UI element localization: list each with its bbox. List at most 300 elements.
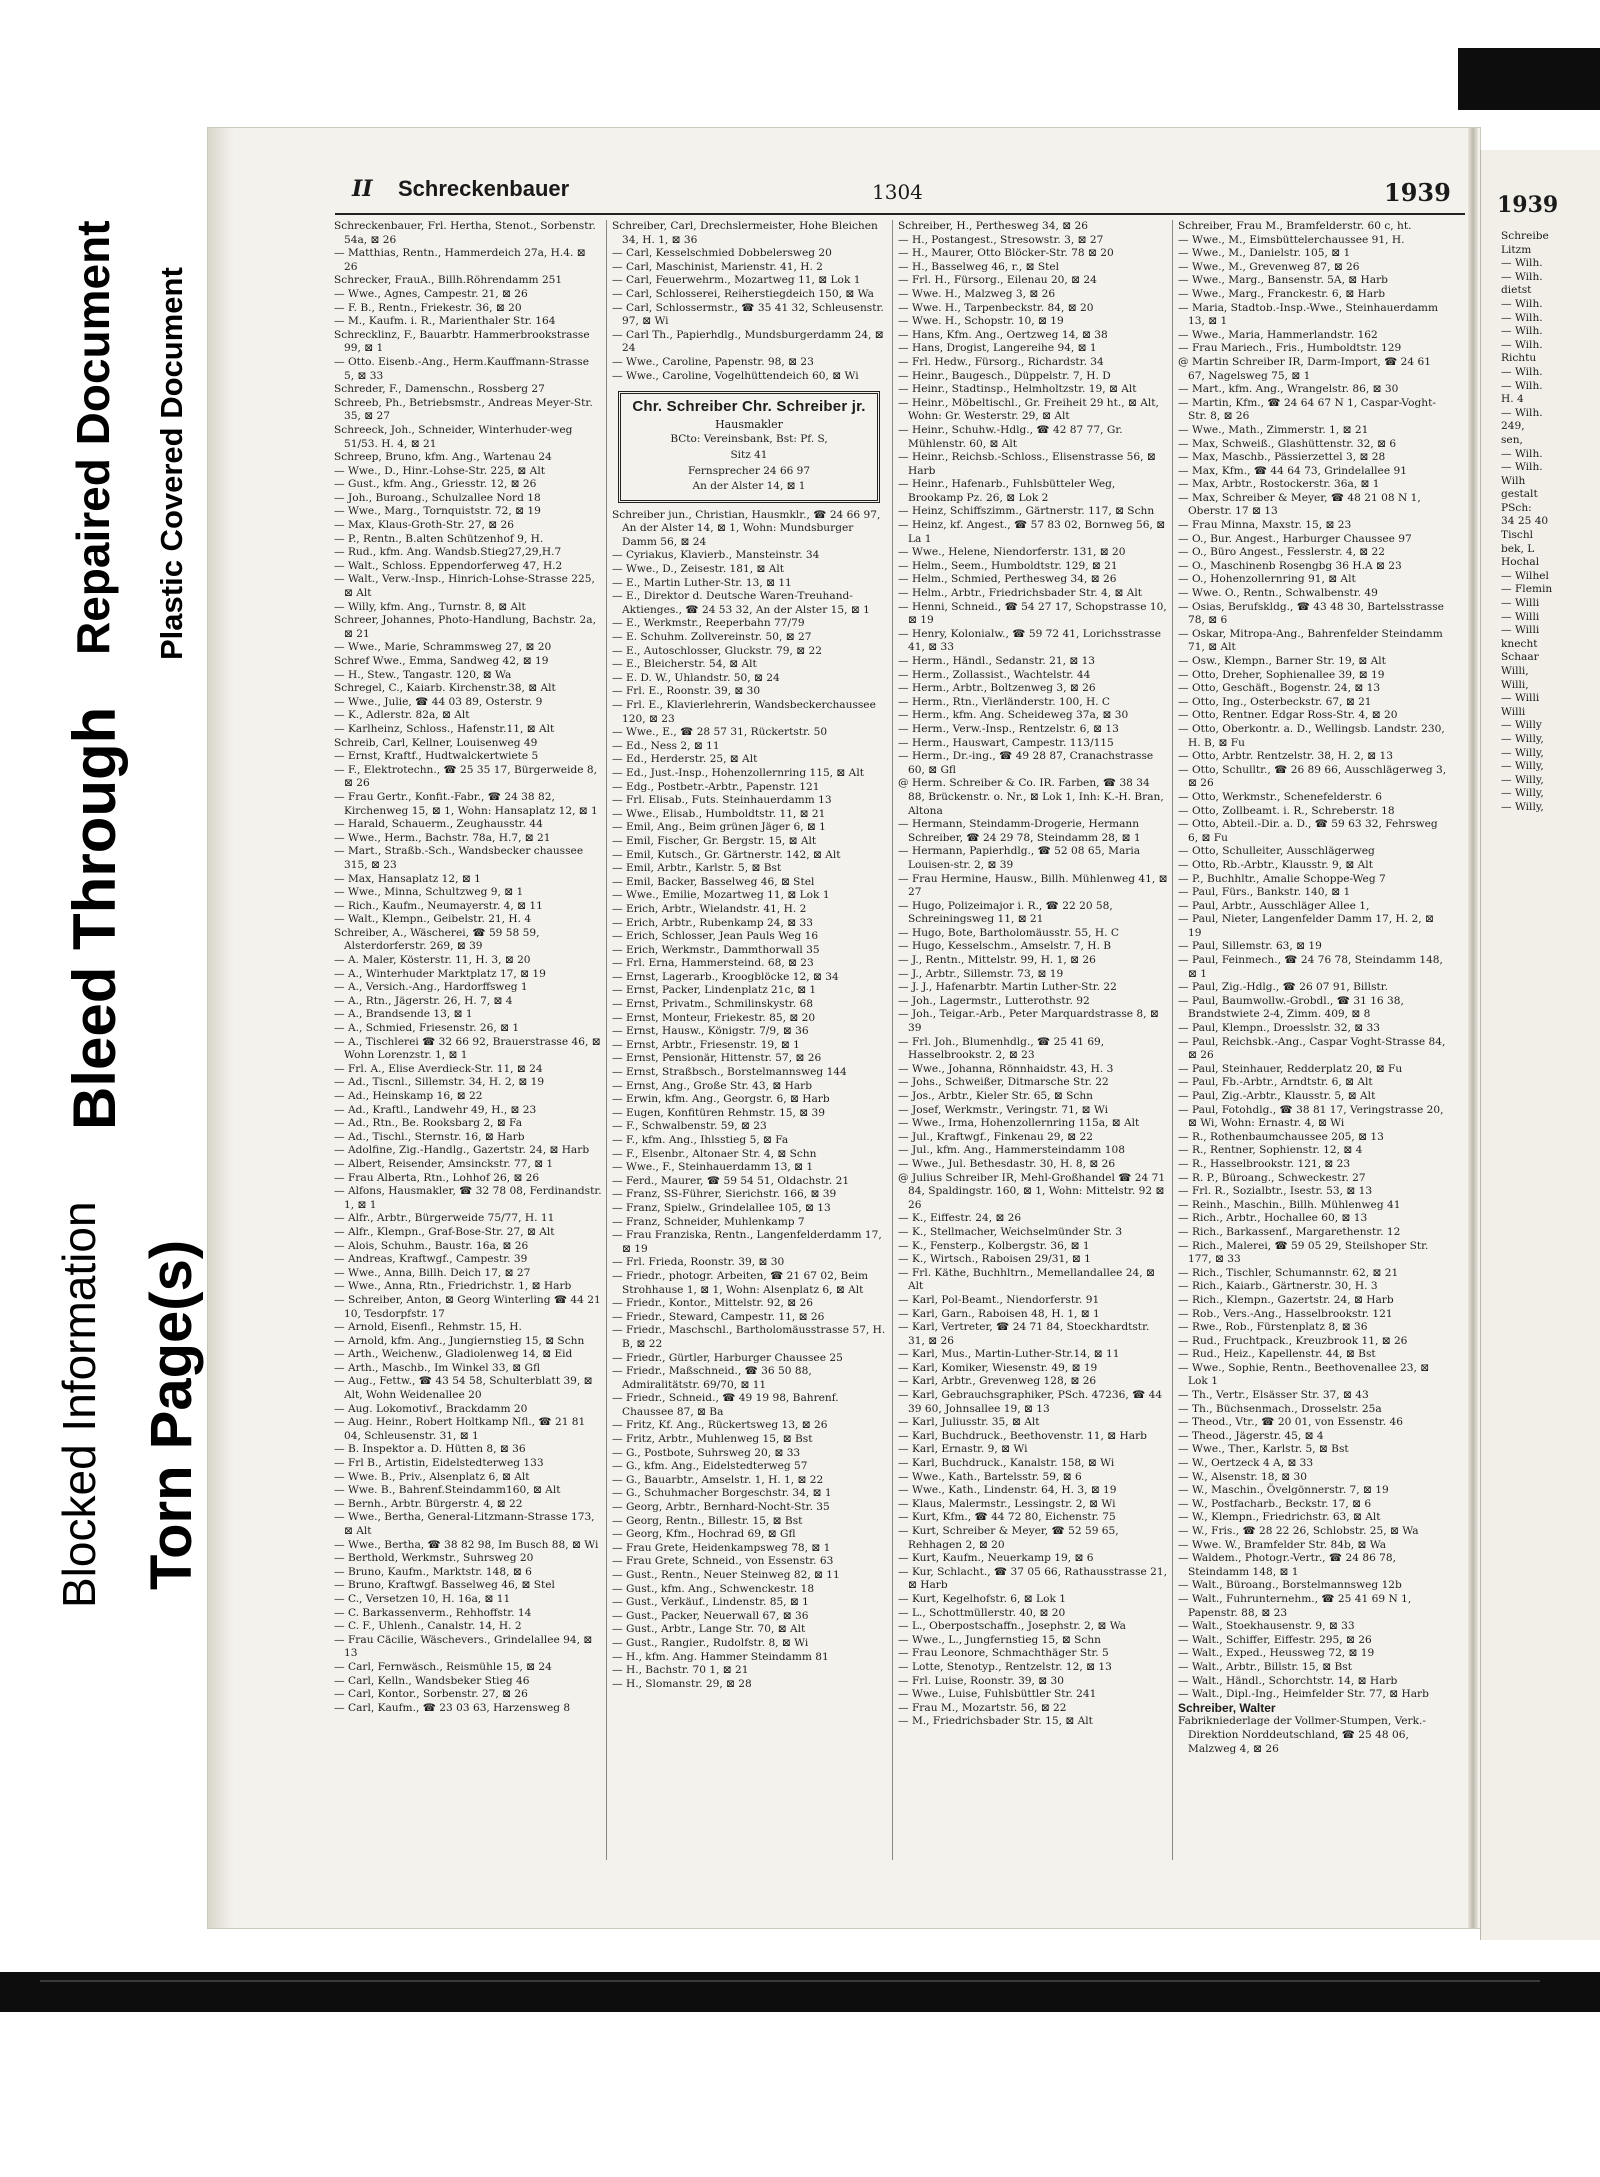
directory-entry: — Franz, SS-Führer, Sierichstr. 166, ⊠ 39 (612, 1188, 837, 1201)
directory-entry: — Klaus, Malermstr., Lessingstr. 2, ⊠ Wi (898, 1497, 1116, 1510)
directory-entry: — Paul, Fürs., Bankstr. 140, ⊠ 1 (1178, 886, 1351, 899)
directory-entry: — Erich, Arbtr., Wielandstr. 41, H. 2 (612, 902, 807, 915)
directory-column-1 (334, 220, 602, 1880)
directory-entry: — Ernst, Hausw., Königstr. 7/9, ⊠ 36 (612, 1025, 809, 1038)
directory-entry: — Martin, Kfm., ☎ 24 64 67 N 1, Caspar-Voght-Str. 8, ⊠ 26 (1178, 396, 1436, 423)
directory-entry: Schreiber, H., Perthesweg 34, ⊠ 26 (898, 220, 1088, 232)
adjacent-page-line: — Willi (1501, 692, 1540, 705)
directory-entry: — H., Slomanstr. 29, ⊠ 28 (612, 1677, 752, 1690)
directory-entry: — Ed., Herderstr. 25, ⊠ Alt (612, 753, 758, 766)
directory-entry: — Walt., Exped., Heussweg 72, ⊠ 19 (1178, 1647, 1375, 1660)
directory-entry: — K., Adlerstr. 82a, ⊠ Alt (334, 709, 470, 722)
directory-entry: — Emil, Arbtr., Karlstr. 5, ⊠ Bst (612, 862, 782, 875)
adjacent-page-line: — Willi (1501, 624, 1540, 637)
column-divider (1172, 220, 1173, 1860)
directory-entry: — Max, Schreiber & Meyer, ☎ 48 21 08 N 1, Oberstr. 17 ⊠ 13 (1178, 491, 1421, 518)
directory-entry: — Hans, Drogist, Langereihe 94, ⊠ 1 (898, 342, 1097, 355)
header-name: Schreckenbauer (398, 176, 570, 201)
label-plastic-covered: Plastic Covered Document (154, 267, 189, 660)
label-repaired-document: Repaired Document (67, 220, 119, 655)
directory-entry: — Wwe., M., Danielstr. 105, ⊠ 1 (1178, 247, 1351, 260)
directory-entry: — Heinr., Hafenarb., Fuhlsbütteler Weg, Brookamp Pz. 26, ⊠ Lok 2 (898, 478, 1116, 504)
directory-entry: — Fritz, Arbtr., Muhlenweg 15, ⊠ Bst (612, 1433, 813, 1446)
directory-entry: — Karl, Arbtr., Grevenweg 128, ⊠ 26 (898, 1375, 1097, 1388)
directory-entry: — Alfons, Hausmakler, ☎ 32 78 08, Ferdinandstr. 1, ⊠ 1 (334, 1185, 602, 1211)
directory-entry: — Frl. R., Sozialbtr., Isestr. 53, ⊠ 13 (1178, 1185, 1373, 1198)
directory-entry: Schreeck, Joh., Schneider, Winterhuder-weg 51/53. H. 4, ⊠ 21 (334, 423, 573, 450)
directory-entry: — Ernst, Lagerarb., Kroogblöcke 12, ⊠ 34 (612, 970, 839, 983)
directory-entry: — Erwin, kfm. Ang., Georgstr. 6, ⊠ Harb (612, 1093, 830, 1106)
directory-entry: — Ernst, Privatm., Schmilinskystr. 68 (612, 998, 813, 1011)
directory-entry: — G., Postbote, Suhrsweg 20, ⊠ 33 (612, 1446, 801, 1459)
ad-phone: Fernsprecher 24 66 97 (687, 464, 811, 477)
directory-entry: — Carl, Schlosserei, Reiherstiegdeich 150, ⊠ Wa (612, 287, 874, 300)
directory-entry: — Otto. Eisenb.-Ang., Herm.Kauffmann-Strasse 5, ⊠ 33 (334, 355, 590, 382)
directory-entry: — Erich, Arbtr., Rubenkamp 24, ⊠ 33 (612, 916, 813, 929)
directory-entry: — Walt., Händl., Schorchtstr. 14, ⊠ Harb (1178, 1674, 1398, 1687)
directory-entry: — Otto, Geschäft., Bogenstr. 24, ⊠ 13 (1178, 682, 1381, 695)
directory-entry: — Theod., Jägerstr. 45, ⊠ 4 (1178, 1429, 1324, 1442)
directory-entry: — Wwe., Bertha, General-Litzmann-Strasse 173, ⊠ Alt (334, 1511, 595, 1537)
adjacent-page-line: — Wilh. (1501, 461, 1543, 474)
directory-entry: — Ernst, Straßbsch., Borstelmannsweg 144 (612, 1066, 847, 1079)
directory-entry: — Emil, Ang., Beim grünen Jäger 6, ⊠ 1 (612, 821, 826, 834)
directory-entry: — Frl. Luise, Roonstr. 39, ⊠ 30 (898, 1674, 1065, 1687)
directory-entry: — H., Bachstr. 70 1, ⊠ 21 (612, 1664, 749, 1677)
ad-address: An der Alster 14, ⊠ 1 (692, 480, 806, 493)
adjacent-page-line: — Willy, (1501, 773, 1544, 786)
directory-entry: — Hugo, Bote, Bartholomäusstr. 55, H. C (898, 926, 1119, 939)
directory-entry: — Frl. Frieda, Roonstr. 39, ⊠ 30 (612, 1256, 785, 1269)
directory-entry: — F., Schwalbenstr. 59, ⊠ 23 (612, 1120, 767, 1133)
directory-entry: — Aug. Lokomotivf., Brackdamm 20 (334, 1402, 528, 1415)
directory-entry: Fabrikniederlage der Vollmer-Stumpen, Verk.-Direktion Norddeutschland, ☎ 25 48 06, Malzweg 4, ⊠ 26 (1178, 1715, 1426, 1755)
directory-entry: — Rob., Vers.-Ang., Hasselbrookstr. 121 (1178, 1307, 1393, 1320)
directory-entry: — Johs., Schweißer, Ditmarsche Str. 22 (898, 1076, 1109, 1089)
directory-entry: Schreiber, Frau M., Bramfelderstr. 60 c, ht. (1178, 220, 1412, 232)
directory-entry: — Oskar, Mitropa-Ang., Bahrenfelder Steindamm 71, ⊠ Alt (1178, 627, 1443, 654)
directory-entry: — Joh., Teigar.-Arb., Peter Marquardstrasse 8, ⊠ 39 (898, 1008, 1159, 1035)
directory-entry: — Karl, Pol-Beamt., Niendorferstr. 91 (898, 1293, 1100, 1306)
directory-entry: — Friedr., Kontor., Mittelstr. 92, ⊠ 26 (612, 1297, 813, 1310)
directory-entry: — A. Maler, Kösterstr. 11, H. 3, ⊠ 20 (334, 954, 531, 967)
directory-entry: — Ernst, Ang., Große Str. 43, ⊠ Harb (612, 1079, 812, 1092)
directory-entry: — Arth., Maschb., Im Winkel 33, ⊠ Gfl (334, 1361, 541, 1374)
adjacent-page-line: — Wilh. (1501, 447, 1543, 460)
adjacent-page-fragments (1501, 230, 1600, 815)
adjacent-page-line: Willi, (1501, 665, 1529, 677)
directory-entry: — K., Stellmacher, Weichselmünder Str. 3 (898, 1225, 1123, 1238)
directory-entry: — Maria, Stadtob.-Insp.-Wwe., Steinhauerdamm 13, ⊠ 1 (1178, 301, 1439, 328)
directory-entry: — Wwe. O., Rentn., Schwalbenstr. 49 (1178, 587, 1378, 600)
directory-entry: — Frl. H., Fürsorg., Eilenau 20, ⊠ 24 (898, 274, 1097, 287)
directory-entry: — Carl, Maschinist, Marienstr. 41, H. 2 (612, 260, 823, 273)
directory-entry: — Otto, Dreher, Sophienallee 39, ⊠ 19 (1178, 668, 1385, 681)
directory-entry: — Herm., Händl., Sedanstr. 21, ⊠ 13 (898, 655, 1096, 667)
directory-entry: — R., Hasselbrookstr. 121, ⊠ 23 (1178, 1157, 1351, 1170)
directory-entry: — Friedr., Maßschneid., ☎ 36 50 88, Admiralitätstr. 69/70, ⊠ 11 (612, 1365, 812, 1391)
adjacent-page-line: gestalt (1501, 488, 1538, 501)
label-blocked-information: Blocked Information (53, 1201, 105, 1608)
directory-entry: — Bruno, Kaufm., Marktstr. 148, ⊠ 6 (334, 1565, 532, 1578)
directory-entry: — Franz, Spielw., Grindelallee 105, ⊠ 13 (612, 1201, 831, 1214)
directory-entry: — G., Schuhmacher Borgeschstr. 34, ⊠ 1 (612, 1487, 832, 1500)
directory-entry: — Wwe., Julie, ☎ 44 03 89, Osterstr. 9 (334, 695, 543, 708)
directory-entry: — Wwe., Bertha, ☎ 38 82 98, Im Busch 88, ⊠ Wi (334, 1538, 599, 1551)
adjacent-page-line: — Wilh. (1501, 406, 1543, 419)
directory-entry: — Otto, Rentner. Edgar Ross-Str. 4, ⊠ 20 (1178, 709, 1398, 722)
directory-entry: @ Herm. Schreiber & Co. IR. Farben, ☎ 38 34 88, Brückenstr. o. Nr., ⊠ Lok 1, Inh: K.-H. Bran, Altona (898, 777, 1164, 817)
directory-entry: — Eugen, Konfitüren Rehmstr. 15, ⊠ 39 (612, 1106, 826, 1119)
directory-entry: — E. Schuhm. Zollvereinstr. 50, ⊠ 27 (612, 631, 812, 644)
directory-entry: — Frl. Elisab., Futs. Steinhauerdamm 13 (612, 794, 832, 807)
directory-entry: — C. Barkassenverm., Rehhoffstr. 14 (334, 1606, 532, 1619)
directory-entry: — Otto, Schulleiter, Ausschlägerweg (1178, 845, 1375, 858)
directory-entry: — Otto, Schulltr., ☎ 26 89 66, Ausschlägerweg 3, ⊠ 26 (1178, 763, 1447, 790)
adjacent-page-line: Willi (1501, 705, 1526, 718)
book-spine (1468, 128, 1478, 1928)
adjacent-page-line: Hochal (1501, 556, 1540, 569)
directory-entry: Schreckenbauer, Frl. Hertha, Stenot., Sorbenstr. 54a, ⊠ 26 (334, 220, 596, 246)
directory-entry: — Mart., kfm. Ang., Wrangelstr. 86, ⊠ 30 (1178, 383, 1399, 396)
directory-entry: — Rich., Klempn., Gazertstr. 24, ⊠ Harb (1178, 1293, 1394, 1306)
directory-entry: — Frau Cäcilie, Wäschevers., Grindelallee 94, ⊠ 13 (334, 1633, 593, 1660)
page-number: 1304 (872, 180, 923, 204)
directory-entry: — Wwe. W., Bramfelder Str. 84b, ⊠ Wa (1178, 1538, 1387, 1551)
directory-entry: Schreeb, Ph., Betriebsmstr., Andreas Meyer-Str. 35, ⊠ 27 (334, 396, 593, 423)
directory-entry: — Wwe., M., Grevenweg 87, ⊠ 26 (1178, 260, 1360, 273)
directory-entry: — Ernst, Arbtr., Friesenstr. 19, ⊠ 1 (612, 1038, 800, 1051)
label-bleed-through: Bleed Through (61, 706, 128, 1130)
directory-entry: — Erich, Schlosser, Jean Pauls Weg 16 (612, 930, 819, 943)
directory-entry: — Wwe. H., Schopstr. 10, ⊠ 19 (898, 315, 1064, 328)
directory-entry: — Hans, Kfm. Ang., Oertzweg 14, ⊠ 38 (898, 328, 1108, 341)
page-header (352, 176, 1452, 216)
directory-entry: — Frau Leonore, Schmachthäger Str. 5 (898, 1647, 1109, 1660)
directory-entry: Schreib, Carl, Kellner, Louisenweg 49 (334, 736, 538, 749)
directory-entry: — W., Fris., ☎ 28 22 26, Schlobstr. 25, ⊠ Wa (1178, 1525, 1419, 1537)
directory-entry: — Ad., Tiscnl., Sillemstr. 34, H. 2, ⊠ 19 (334, 1076, 545, 1089)
directory-entry: — Frau Minna, Maxstr. 15, ⊠ 23 (1178, 519, 1352, 532)
directory-entry: — K., Eiffestr. 24, ⊠ 26 (898, 1212, 1022, 1225)
directory-entry: — J. J., Hafenarbtr. Martin Luther-Str. 22 (898, 981, 1117, 994)
adjacent-page-line: H. 4 (1501, 393, 1524, 406)
directory-entry: — Paul, Steinhauer, Redderplatz 20, ⊠ Fu (1178, 1062, 1403, 1075)
directory-entry: — Rich., Arbtr., Hochallee 60, ⊠ 13 (1178, 1212, 1368, 1225)
directory-column-2 (612, 220, 886, 1880)
directory-entry: — Arth., Weichenw., Gladiolenweg 14, ⊠ Eid (334, 1348, 573, 1361)
directory-entry: — Max, Maschb., Pässierzettel 3, ⊠ 28 (1178, 451, 1386, 464)
directory-entry: — Wwe., Jul. Bethesdastr. 30, H. 8, ⊠ 26 (898, 1157, 1116, 1170)
directory-entry: — Herm., Verw.-Insp., Rentzelstr. 6, ⊠ 13 (898, 722, 1119, 735)
ad-title: Chr. Schreiber Chr. Schreiber jr. (632, 398, 866, 416)
directory-entry: Schreiber, A., Wäscherei, ☎ 59 58 59, Alsterdorferstr. 269, ⊠ 39 (334, 926, 540, 953)
directory-entry: — Wwe., Marie, Schrammsweg 27, ⊠ 20 (334, 641, 552, 654)
page-edge-shadow (208, 128, 234, 1928)
directory-entry: — Hugo, Kesselschm., Amselstr. 7, H. B (898, 940, 1112, 953)
directory-entry: — Frau Franziska, Rentn., Langenfelderdamm 17, ⊠ 19 (612, 1229, 882, 1255)
directory-entry: — Carl, Kaufm., ☎ 23 03 63, Harzensweg 8 (334, 1701, 571, 1714)
directory-entry: — Wwe., Anna, Rtn., Friedrichstr. 1, ⊠ Harb (334, 1280, 572, 1293)
directory-entry: — Kurt, Kegelhofstr. 6, ⊠ Lok 1 (898, 1592, 1066, 1605)
directory-entry: — Jul., kfm. Ang., Hammersteindamm 108 (898, 1144, 1125, 1157)
directory-entry: — A., Brandsende 13, ⊠ 1 (334, 1008, 473, 1021)
directory-entry: Schref Wwe., Emma, Sandweg 42, ⊠ 19 (334, 655, 549, 667)
directory-entry: — Georg, Rentn., Billestr. 15, ⊠ Bst (612, 1514, 803, 1527)
directory-entry: — Frau Alberta, Rtn., Lohhof 26, ⊠ 26 (334, 1171, 540, 1184)
column-divider (892, 220, 893, 1860)
directory-entry: — Jos., Arbtr., Kieler Str. 65, ⊠ Schn (898, 1090, 1093, 1102)
directory-entry: — F., kfm. Ang., Ihlsstieg 5, ⊠ Fa (612, 1134, 789, 1146)
directory-entry: — A., Rtn., Jägerstr. 26, H. 7, ⊠ 4 (334, 994, 513, 1007)
directory-entry: — Wwe., Helene, Niendorferstr. 131, ⊠ 20 (898, 546, 1126, 559)
directory-entry: — Karlheinz, Schloss., Hafenstr.11, ⊠ Alt (334, 722, 555, 735)
directory-entry: — Herm., Arbtr., Boltzenweg 3, ⊠ 26 (898, 682, 1096, 695)
directory-entry: — Herm., Rtn., Vierländerstr. 100, H. C (898, 695, 1111, 708)
directory-entry: — P., Buchhltr., Amalie Schoppe-Weg 7 (1178, 872, 1386, 885)
directory-entry: — Heinr., Stadtinsp., Helmholtzstr. 19, ⊠ Alt (898, 383, 1137, 396)
directory-entry: — Alois, Schuhm., Baustr. 16a, ⊠ 26 (334, 1239, 529, 1252)
directory-entry: — Walt., Stoekhausenstr. 9, ⊠ 33 (1178, 1620, 1355, 1633)
adjacent-page-line: knecht (1501, 637, 1538, 650)
directory-entry: — M., Kaufm. i. R., Marienthaler Str. 164 (334, 315, 556, 328)
directory-entry: — Rud., Fruchtpack., Kreuzbrook 11, ⊠ 26 (1178, 1334, 1408, 1347)
scanner-edge-bottom (0, 1972, 1600, 2012)
directory-entry: — Walt., Verw.-Insp., Hinrich-Lohse-Strasse 225, ⊠ Alt (334, 573, 595, 600)
directory-entry: — Wwe., Marg., Franckestr. 6, ⊠ Harb (1178, 287, 1386, 300)
directory-entry: — Heinr., Baugesch., Düppelstr. 7, H. D (898, 369, 1111, 382)
directory-entry: — H., kfm. Ang. Hammer Steindamm 81 (612, 1650, 829, 1663)
directory-entry: — Carl, Feuerwehrm., Mozartweg 11, ⊠ Lok 1 (612, 274, 861, 287)
directory-entry: — Gust., Packer, Neuerwall 67, ⊠ 36 (612, 1609, 809, 1622)
adjacent-page-line: — Wilh. (1501, 338, 1543, 351)
directory-entry: — Friedr., Maschschl., Bartholomäusstrasse 57, H. B, ⊠ 22 (612, 1324, 886, 1350)
directory-entry: — Ed., Just.-Insp., Hohenzollernring 115, ⊠ Alt (612, 766, 864, 779)
directory-entry: — Wwe. H., Tarpenbeckstr. 84, ⊠ 20 (898, 301, 1094, 314)
directory-entry: Schreiber, Walter (1178, 1700, 1276, 1715)
directory-entry: — Wwe., Kath., Lindenstr. 64, H. 3, ⊠ 19 (898, 1484, 1117, 1497)
directory-entry: — Walt., Klempn., Geibelstr. 21, H. 4 (334, 913, 532, 926)
directory-entry: — Wwe., Marg., Bansenstr. 5A, ⊠ Harb (1178, 274, 1388, 287)
directory-entry: — Fritz, Kf. Ang., Rückertsweg 13, ⊠ 26 (612, 1419, 828, 1432)
directory-entry: — Walt., Schloss. Eppendorferweg 47, H.2 (334, 559, 563, 572)
directory-entry: — Walt., Büroang., Borstelmannsweg 12b (1178, 1579, 1402, 1592)
directory-entry: — Paul, Sillemstr. 63, ⊠ 19 (1178, 940, 1322, 953)
directory-entry: — Ed., Ness 2, ⊠ 11 (612, 739, 720, 752)
directory-entry: — Otto, Rb.-Arbtr., Klausstr. 9, ⊠ Alt (1178, 858, 1373, 871)
directory-entry: — Karl, Vertreter, ☎ 24 71 84, Stoeckhardtstr. 31, ⊠ 26 (898, 1321, 1150, 1347)
directory-entry: — Wwe., E., ☎ 28 57 31, Rückertstr. 50 (612, 726, 828, 739)
directory-entry: — Gust., Arbtr., Lange Str. 70, ⊠ Alt (612, 1623, 806, 1636)
directory-entry: — Wwe., Sophie, Rentn., Beethovenallee 23, ⊠ Lok 1 (1178, 1361, 1430, 1388)
directory-entry: — J., Rentn., Mittelstr. 99, H. 1, ⊠ 26 (898, 954, 1096, 967)
scanner-edge-top-right (1458, 48, 1600, 110)
adjacent-page-year: 1939 (1497, 192, 1559, 218)
directory-entry: — Wwe. B., Priv., Alsenplatz 6, ⊠ Alt (334, 1470, 530, 1483)
label-torn-pages: Torn Page(s) (139, 1239, 204, 1590)
directory-entry: @ Martin Schreiber IR, Darm-Import, ☎ 24 61 67, Nagelsweg 75, ⊠ 1 (1178, 355, 1431, 382)
directory-entry: — Frl. E., Klavierlehrerin, Wandsbeckerchaussee 120, ⊠ 23 (612, 699, 876, 725)
directory-entry: — Frl B., Artistin, Eidelstedterweg 133 (334, 1457, 544, 1470)
directory-entry: Schreer, Johannes, Photo-Handlung, Bachstr. 2a, ⊠ 21 (334, 614, 596, 640)
directory-entry: — Carl, Kontor., Sorbenstr. 27, ⊠ 26 (334, 1688, 528, 1701)
directory-entry: — F., Elektrotechn., ☎ 25 35 17, Bürgerweide 8, ⊠ 26 (334, 763, 597, 790)
directory-entry: — Otto, Zollbeamt. i. R., Schreberstr. 18 (1178, 804, 1395, 817)
directory-entry: — H., Basselweg 46, r., ⊠ Stel (898, 260, 1060, 273)
directory-entry: — Otto, Abteil.-Dir. a. D., ☎ 59 63 32, Fehrsweg 6, ⊠ Fu (1178, 818, 1438, 844)
advertisement-box (618, 391, 880, 503)
directory-entry: — Rud., Heiz., Kapellenstr. 44, ⊠ Bst (1178, 1348, 1376, 1361)
directory-entry: — Heinr., Möbeltischl., Gr. Freiheit 29 ht., ⊠ Alt, Wohn: Gr. Westerstr. 29, ⊠ Alt (898, 396, 1159, 423)
directory-entry: — Wwe., D., Zeisestr. 181, ⊠ Alt (612, 563, 785, 576)
adjacent-page-line: — Wilh. (1501, 270, 1543, 283)
directory-entry: — Walt., Dipl.-Ing., Heimfelder Str. 77, ⊠ Harb (1178, 1688, 1429, 1701)
directory-entry: — Max, Hansaplatz 12, ⊠ 1 (334, 872, 481, 885)
directory-entry: — Carl Th., Papierhdlg., Mundsburgerdamm 24, ⊠ 24 (612, 328, 884, 355)
directory-entry: — Osias, Berufskldg., ☎ 43 48 30, Bartelsstrasse 78, ⊠ 6 (1178, 600, 1444, 627)
directory-entry: — Wwe., Agnes, Campestr. 21, ⊠ 26 (334, 287, 528, 300)
directory-entry: — Kurt, Kaufm., Neuerkamp 19, ⊠ 6 (898, 1552, 1094, 1565)
directory-entry: — Otto, Oberkontr. a. D., Wellingsb. Landstr. 230, H. B, ⊠ Fu (1178, 722, 1445, 749)
directory-entry: — Frau Gertr., Konfit.-Fabr., ☎ 24 38 82, Kirchenweg 15, ⊠ 1, Wohn: Hansaplatz 12, ⊠ 1 (334, 790, 598, 817)
directory-entry: — H., Stew., Tangastr. 120, ⊠ Wa (334, 668, 512, 681)
directory-entry: — Frau M., Mozartstr. 56, ⊠ 22 (898, 1701, 1067, 1714)
directory-entry: — Wwe., Irma, Hohenzollernring 115a, ⊠ Alt (898, 1117, 1140, 1130)
directory-entry: — Otto, Ing., Osterbeckstr. 67, ⊠ 21 (1178, 695, 1372, 708)
adjacent-page-line: — Willy, (1501, 746, 1544, 759)
directory-entry: — Walt., Arbtr., Billstr. 15, ⊠ Bst (1178, 1660, 1352, 1673)
directory-entry: — Wwe., Marg., Tornquiststr. 72, ⊠ 19 (334, 505, 541, 518)
directory-entry: — Harald, Schauerm., Zeughausstr. 44 (334, 818, 543, 831)
directory-entry: — Aug., Fettw., ☎ 43 54 58, Schulterblatt 39, ⊠ Alt, Wohn Weidenallee 20 (334, 1375, 593, 1402)
directory-entry: — F., Elsenbr., Altonaer Str. 4, ⊠ Schn (612, 1147, 817, 1160)
directory-entry: — Ad., Rtn., Be. Rooksbarg 2, ⊠ Fa (334, 1117, 523, 1130)
directory-entry: — E. D. W., Uhlandstr. 50, ⊠ 24 (612, 671, 780, 684)
directory-entry: — Walt., Schiffer, Eiffestr. 295, ⊠ 26 (1178, 1633, 1372, 1646)
adjacent-page-line: — Wilhel (1501, 569, 1549, 582)
directory-entry: — Frl. Erna, Hammersteind. 68, ⊠ 23 (612, 957, 814, 970)
directory-entry: — Kurt, Kfm., ☎ 44 72 80, Eichenstr. 75 (898, 1511, 1116, 1524)
directory-entry: — E., Direktor d. Deutsche Waren-Treuhand-Aktienges., ☎ 24 53 32, An der Alster 15, ⊠ 1 (612, 590, 870, 616)
directory-entry: — Rwe., Rob., Fürstenplatz 8, ⊠ 36 (1178, 1321, 1368, 1334)
directory-entry: — Friedr., Schneid., ☎ 49 19 98, Bahrenf. Chaussee 87, ⊠ Ba (612, 1392, 839, 1418)
directory-entry: — P., Rentn., B.alten Schützenhof 9, H. (334, 532, 544, 545)
directory-entry: — Ferd., Maurer, ☎ 59 54 51, Oldachstr. 21 (612, 1174, 850, 1187)
directory-entry: — O., Bur. Angest., Harburger Chaussee 97 (1178, 532, 1412, 545)
directory-entry: — Helm., Seem., Humboldtstr. 129, ⊠ 21 (898, 559, 1118, 572)
directory-entry: — R. P., Büroang., Schweckestr. 27 (1178, 1171, 1366, 1184)
directory-entry: — O., Hohenzollernring 91, ⊠ Alt (1178, 573, 1356, 586)
directory-entry: — Wwe., Caroline, Papenstr. 98, ⊠ 23 (612, 355, 814, 368)
adjacent-page-line: — Willy, (1501, 787, 1544, 800)
adjacent-page-line: — Willy, (1501, 800, 1544, 813)
directory-entry: — Bruno, Kraftwgf. Basselweg 46, ⊠ Stel (334, 1579, 555, 1592)
directory-entry: — Heinz, kf. Angest., ☎ 57 83 02, Bornweg 56, ⊠ La 1 (898, 519, 1166, 545)
directory-entry: Schrecklinz, F., Bauarbtr. Hammerbrookstrasse 99, ⊠ 1 (334, 328, 590, 355)
adjacent-page-line: — Wilh. (1501, 365, 1543, 378)
directory-entry: Schregel, C., Kaiarb. Kirchenstr.38, ⊠ Alt (334, 682, 556, 695)
directory-entry: — Erich, Werkmstr., Dammthorwall 35 (612, 943, 820, 956)
directory-entry: — Herm., kfm. Ang. Scheideweg 37a, ⊠ 30 (898, 709, 1129, 722)
adjacent-page-line: PSch: (1501, 501, 1532, 514)
directory-entry: — Wwe., Anna, Billh. Deich 17, ⊠ 27 (334, 1266, 531, 1279)
directory-entry: — Wwe., Math., Zimmerstr. 1, ⊠ 21 (1178, 423, 1369, 436)
directory-entry: — Henry, Kolonialw., ☎ 59 72 41, Lorichsstrasse 41, ⊠ 33 (898, 627, 1162, 654)
ad-subtitle: Hausmakler (715, 417, 783, 431)
directory-entry: Schreder, F., Damenschn., Rossberg 27 (334, 383, 545, 396)
directory-entry: — Wwe., Elisab., Humboldtstr. 11, ⊠ 21 (612, 807, 826, 820)
directory-entry: — H., Maurer, Otto Blöcker-Str. 78 ⊠ 20 (898, 247, 1114, 260)
column-divider (606, 220, 607, 1860)
directory-entry: — W., Oertzeck 4 A, ⊠ 33 (1178, 1457, 1314, 1470)
directory-entry: — Wwe., Kath., Bartelsstr. 59, ⊠ 6 (898, 1470, 1082, 1483)
directory-entry: — W., Postfacharb., Beckstr. 17, ⊠ 6 (1178, 1497, 1372, 1510)
directory-entry: — Paul, Zig.-Arbtr., Klausstr. 5, ⊠ Alt (1178, 1090, 1376, 1102)
scanner-edge-line (40, 1980, 1540, 1982)
adjacent-page-line: — Wilh. (1501, 297, 1543, 310)
directory-entry: — J., Arbtr., Sillemstr. 73, ⊠ 19 (898, 967, 1064, 980)
directory-entry: — Gust., Rentn., Neuer Steinweg 82, ⊠ 11 (612, 1569, 840, 1581)
directory-entry: — Karl, Buchdruck., Kanalstr. 158, ⊠ Wi (898, 1457, 1115, 1470)
directory-entry: — Hermann, Steindamm-Drogerie, Hermann Schreiber, ☎ 24 29 78, Steindamm 28, ⊠ 1 (898, 818, 1141, 844)
directory-entry: — Carl, Kesselschmied Dobbelersweg 20 (612, 247, 832, 260)
adjacent-page-line: — Willy, (1501, 732, 1544, 745)
directory-entry: — O., Maschinenb Rosengbg 36 H.A ⊠ 23 (1178, 559, 1402, 572)
directory-entry: — Wwe., Herm., Bachstr. 78a, H.7, ⊠ 21 (334, 831, 551, 844)
directory-entry: — Frau Hermine, Hausw., Billh. Mühlenweg 41, ⊠ 27 (898, 872, 1168, 899)
directory-entry: — Heinr., Schuhw.-Hdlg., ☎ 42 87 77, Gr. Mühlenstr. 60, ⊠ Alt (898, 423, 1123, 450)
directory-entry: — Max, Schweiß., Glashüttenstr. 32, ⊠ 6 (1178, 437, 1397, 450)
directory-entry: — Aug. Heinr., Robert Holtkamp Nfl., ☎ 21 81 04, Schleusenstr. 31, ⊠ 1 (334, 1416, 586, 1442)
directory-entry: — Kur, Schlacht., ☎ 37 05 66, Rathausstrasse 21, ⊠ Harb (898, 1565, 1168, 1592)
directory-entry: — Jul., Kraftwgf., Finkenau 29, ⊠ 22 (898, 1130, 1094, 1143)
directory-entry: — Rich., Kaiarb., Gärtnerstr. 30, H. 3 (1178, 1280, 1378, 1293)
directory-entry: — L., Oberpostschaffn., Josephstr. 2, ⊠ Wa (898, 1620, 1126, 1633)
directory-entry: — Otto, Arbtr. Rentzelstr. 38, H. 2, ⊠ 13 (1178, 750, 1393, 763)
directory-entry: — W., Klempn., Friedrichstr. 63, ⊠ Alt (1178, 1511, 1381, 1524)
directory-entry: — Kurt, Schreiber & Meyer, ☎ 52 59 65, Rehhagen 2, ⊠ 20 (898, 1525, 1119, 1551)
directory-entry: — Karl, Komiker, Wiesenstr. 49, ⊠ 19 (898, 1361, 1098, 1374)
adjacent-page-line: bek, L (1501, 542, 1535, 555)
directory-entry: — Berthold, Werkmstr., Suhrsweg 20 (334, 1552, 534, 1565)
directory-entry: — Helm., Arbtr., Friedrichsbader Str. 4, ⊠ Alt (898, 587, 1143, 600)
directory-entry: — Max, Klaus-Groth-Str. 27, ⊠ 26 (334, 519, 514, 532)
directory-entry: — Frl. Hedw., Fürsorg., Richardstr. 34 (898, 355, 1104, 368)
adjacent-page-line: Schaar (1501, 651, 1539, 664)
directory-entry: — G., kfm. Ang., Eidelstedterweg 57 (612, 1460, 808, 1473)
adjacent-page-line: Schreibe (1501, 230, 1549, 242)
adjacent-page-line: Tischl (1501, 529, 1534, 542)
directory-entry: — Gust., Rangier., Rudolfstr. 8, ⊠ Wi (612, 1636, 809, 1649)
directory-entry: — Theod., Vtr., ☎ 20 01, von Essenstr. 46 (1178, 1416, 1403, 1429)
directory-entry: — Th., Büchsenmach., Drosselstr. 25a (1178, 1402, 1382, 1415)
directory-entry: — Emil, Kutsch., Gr. Gärtnerstr. 142, ⊠ Alt (612, 848, 841, 861)
ad-bank: BCto: Vereinsbank, Bst: Pf. S, (670, 433, 828, 446)
directory-entry: — Arnold, kfm. Ang., Jungiernstieg 15, ⊠ Schn (334, 1334, 585, 1347)
directory-entry: — Wwe., M., Eimsbüttelerchaussee 91, H. (1178, 233, 1405, 246)
directory-entry: — B. Inspektor a. D. Hütten 8, ⊠ 36 (334, 1443, 526, 1456)
directory-entry: — W., Alsenstr. 18, ⊠ 30 (1178, 1470, 1307, 1483)
directory-entry: — Friedr., Steward, Campestr. 11, ⊠ 26 (612, 1310, 825, 1323)
directory-entry: — Gust., kfm. Ang., Griesstr. 12, ⊠ 26 (334, 478, 537, 491)
directory-entry: — Karl, Ernastr. 9, ⊠ Wi (898, 1443, 1028, 1456)
adjacent-page-line: Willi, (1501, 678, 1529, 691)
directory-entry: — Rich., Malerei, ☎ 59 05 29, Steilshoper Str. 177, ⊠ 33 (1178, 1239, 1429, 1266)
directory-column-3 (898, 220, 1168, 1880)
directory-entry: — Rich., Barkassenf., Margarethenstr. 12 (1178, 1225, 1401, 1238)
directory-entry: — Paul, Feinmech., ☎ 24 76 78, Steindamm 148, ⊠ 1 (1178, 954, 1443, 980)
directory-entry: — Heinr., Reichsb.-Schloss., Elisenstrasse 56, ⊠ Harb (898, 451, 1156, 477)
